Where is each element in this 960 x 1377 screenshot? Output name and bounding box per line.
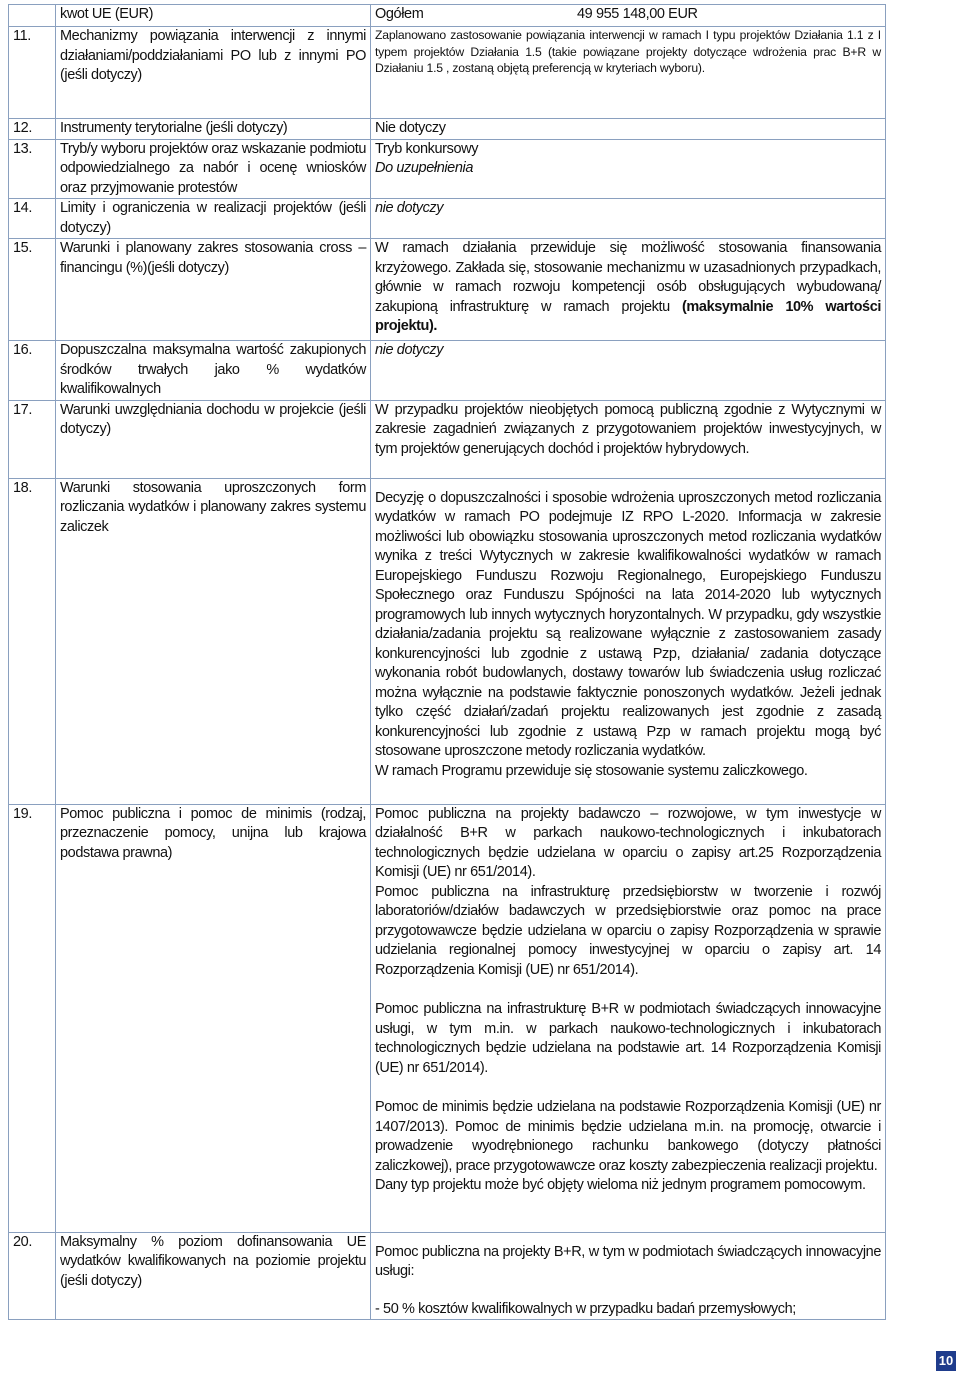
table-row (9, 27, 886, 119)
row-value: W przypadku projektów nieobjętych pomocą publiczną zgodnie z Wytycznymi w zakresie zagadnień związanych z przygotowaniem projektów inwestycyjnych, w tym projektów generujących dochód i projektów hybrydowych. (371, 400, 886, 478)
row-value: nie dotyczy (371, 199, 886, 239)
total-label: Ogółem (375, 6, 424, 22)
row-label: Warunki i planowany zakres stosowania cross – financingu (%)(jeśli dotyczy) (56, 239, 371, 341)
table-row (9, 5, 886, 27)
selection-mode: Tryb konkursowy (375, 140, 479, 157)
row-label: Maksymalny % poziom dofinansowania UE wydatków kwalifikowanych na poziomie projektu (jeśli dotyczy) (56, 1232, 371, 1320)
measure-details-table (8, 4, 886, 1320)
co-financing-rate: - 50 % kosztów kwalifikowalnych w przypadku badań przemysłowych; (375, 1300, 796, 1317)
row-number: 14. (9, 199, 56, 239)
row-label: Dopuszczalna maksymalna wartość zakupionych środków trwałych jako % wydatków kwalifikowalnych (56, 341, 371, 401)
state-aid-paragraph: Pomoc publiczna na infrastrukturę B+R w podmiotach świadczących innowacyjne usługi, w tym m.in. w parkach naukowo-technologicznych i inkubatorach technologicznych będzie udzielana na podstawie art. 14 Rozporządzenia Komisji (UE) nr 651/2014). (375, 1001, 881, 1076)
row-value: nie dotyczy (371, 341, 886, 401)
row-number: 13. (9, 139, 56, 199)
row-value (371, 478, 886, 804)
row-number: 20. (9, 1232, 56, 1320)
row-label: kwot UE (EUR) (56, 5, 371, 27)
table-row (9, 1232, 886, 1320)
table-row (9, 341, 886, 401)
simplified-methods-text: Decyzję o dopuszczalności i sposobie wdrożenia uproszczonych metod rozliczania wydatków w ramach PO podejmuje IZ RPO L-2020. Informacja w zakresie możliwości lub obowiązku stosowania uproszczonych metod rozliczania wydatków wynika z treści Wytycznych w zakresie kwalifikowalności wydatków w ramach Europejskiego Funduszu Rozwoju Regionalnego, Europejskiego Funduszu Społecznego oraz Funduszu Spójności na lata 2014-2020 lub wytycznych programowych lub innych wytycznych horyzontalnych. W przypadku, gdy wszystkie działania/zadania projektu są realizowane wyłącznie z zastosowaniem zasady konkurencyjności lub zgodnie z ustawą Pzp, działania/ zadania dotyczące wykonania robót budowlanych, dostawy towarów lub świadczenia usług rozliczać można wyłącznie na podstawie faktycznie ponoszonych wydatków. Jeżeli jednak tylko część działań/zadań projektu realizowanych jest zgodnie z zasadą konkurencyjności lub zgodnie z ustawą Pzp w ramach projektu mogą być stosowane uproszczone metody rozliczania wydatków. (375, 489, 881, 759)
row-value (371, 5, 886, 27)
table-row (9, 478, 886, 804)
to-be-completed-note: Do uzupełnienia (375, 160, 473, 176)
row-value (371, 139, 886, 199)
cross-financing-limit: (maksymalnie 10% wartości projektu). (375, 298, 881, 334)
advance-system-text: W ramach Programu przewiduje się stosowanie systemu zaliczkowego. (375, 762, 808, 779)
table-row (9, 400, 886, 478)
table-row (9, 804, 886, 1232)
state-aid-paragraph: Pomoc publiczna na infrastrukturę przedsiębiorstw w tworzenie i rozwój laboratoriów/działów badawczych w przedsiębiorstwie oraz pomoc na prace przygotowawcze będzie udzielana w oparciu o zapisy Rozporządzenia w sprawie udzielania regionalnej pomocy inwestycyjnej w oparciu o zapisy art. 14 Rozporządzenia Komisji (UE) nr 651/2014). (375, 883, 881, 978)
co-financing-intro: Pomoc publiczna na projekty B+R, w tym w podmiotach świadczących innowacyjne usługi: (375, 1243, 881, 1279)
state-aid-paragraph: Pomoc publiczna na projekty badawczo – rozwojowe, w tym inwestycje w działalność B+R w parkach naukowo-technologicznych i inkubatorach technologicznych będzie udzielana w oparciu o zapisy art.25 Rozporządzenia Komisji (UE) nr 651/2014). (375, 805, 881, 880)
multiple-programs-paragraph: Dany typ projektu może być objęty wieloma niż jednym programem pomocowym. (375, 1177, 866, 1193)
row-value (371, 239, 886, 341)
row-label: Mechanizmy powiązania interwencji z innymi działaniami/poddziałaniami PO lub z innymi PO (jeśli dotyczy) (56, 27, 371, 119)
de-minimis-paragraph: Pomoc de minimis będzie udzielana na podstawie Rozporządzenia Komisji (UE) nr 1407/2013). Pomoc de minimis będzie udzielana m.in. na promocję, otwarcie i prowadzenie wyodrębnionego rachunku bankowego (dotyczy płatności zaliczkowej), prace przygotowawcze oraz koszty zabezpieczenia realizacji projektu. (375, 1099, 881, 1174)
row-label: Warunki uwzględniania dochodu w projekcie (jeśli dotyczy) (56, 400, 371, 478)
row-number: 12. (9, 119, 56, 140)
row-label: Warunki stosowania uproszczonych form rozliczania wydatków i planowany zakres systemu zaliczek (56, 478, 371, 804)
row-value: Nie dotyczy (371, 119, 886, 140)
row-number: 19. (9, 804, 56, 1232)
page-number: 10 (936, 1351, 956, 1371)
row-label: Limity i ograniczenia w realizacji projektów (jeśli dotyczy) (56, 199, 371, 239)
row-label: Tryb/y wyboru projektów oraz wskazanie podmiotu odpowiedzialnego za nabór i ocenę wniosków oraz przyjmowanie protestów (56, 139, 371, 199)
row-value (371, 1232, 886, 1320)
row-value (371, 804, 886, 1232)
table-row (9, 239, 886, 341)
row-number: 18. (9, 478, 56, 804)
cross-financing-text: W ramach działania przewiduje się możliwość stosowania finansowania krzyżowego. Zakłada się, stosowanie mechanizmu w uzasadnionych przypadkach, głównie w ramach rozwoju kompetencji osób obsługujących wybudowaną/ zakupioną infrastrukturę w ramach projektu (375, 240, 881, 315)
row-number: 15. (9, 239, 56, 341)
row-label: Pomoc publiczna i pomoc de minimis (rodzaj, przeznaczenie pomocy, unijna lub krajowa podstawa prawna) (56, 804, 371, 1232)
table-row (9, 139, 886, 199)
row-number (9, 5, 56, 27)
row-label: Instrumenty terytorialne (jeśli dotyczy) (56, 119, 371, 140)
table-row (9, 199, 886, 239)
row-number: 16. (9, 341, 56, 401)
row-number: 11. (9, 27, 56, 119)
row-number: 17. (9, 400, 56, 478)
row-value: Zaplanowano zastosowanie powiązania interwencji w ramach I typu projektów Działania 1.1 z I typem projektów Działania 1.5 (takie powiązane projekty dotyczące wdrożenia prac B+R w Działaniu 1.5 , zostaną objętą preferencją w kryteriach wyboru). (371, 27, 886, 119)
table-row (9, 119, 886, 140)
total-amount: 49 955 148,00 EUR (577, 6, 698, 22)
